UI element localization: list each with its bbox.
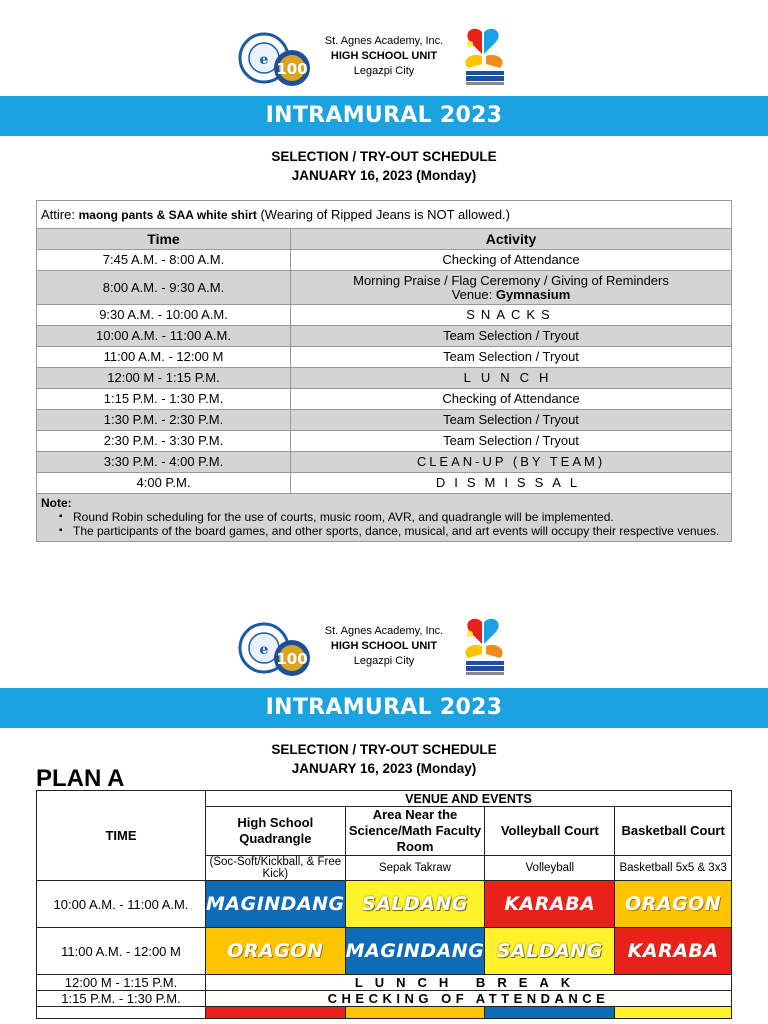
time-cell: 12:00 M - 1:15 P.M. bbox=[37, 975, 206, 991]
school-name: St. Agnes Academy, Inc. bbox=[324, 35, 444, 47]
subtitle-line1: SELECTION / TRY-OUT SCHEDULE bbox=[271, 742, 497, 757]
table-row bbox=[37, 991, 732, 1007]
activity-cell: Team Selection / Tryout bbox=[291, 326, 732, 347]
intramural-logo bbox=[452, 616, 518, 682]
intramural-banner: INTRAMURAL 2023 bbox=[0, 688, 768, 728]
time-cell: 10:00 A.M. - 11:00 A.M. bbox=[37, 881, 206, 928]
time-cell: 1:15 P.M. - 1:30 P.M. bbox=[37, 991, 206, 1007]
school-unit: HIGH SCHOOL UNIT bbox=[330, 50, 438, 62]
schedule-table bbox=[36, 200, 732, 542]
svg-text:100: 100 bbox=[276, 60, 308, 78]
table-row bbox=[37, 389, 732, 410]
team-cell-karaba: KARABA bbox=[485, 881, 615, 928]
table-row bbox=[37, 410, 732, 431]
venue-event-cell: (Soc-Soft/Kickball, & Free Kick) bbox=[206, 856, 346, 881]
team-cell-magindang bbox=[485, 1007, 615, 1019]
activity-cell: DISMISSAL bbox=[291, 473, 732, 494]
school-name: St. Agnes Academy, Inc. bbox=[324, 625, 444, 637]
venue-name-cell: High School Quadrangle bbox=[206, 807, 346, 856]
venue-name-cell: Volleyball Court bbox=[485, 807, 615, 856]
table-row bbox=[37, 1007, 732, 1019]
note-title: Note: bbox=[41, 496, 72, 510]
activity-cell: Checking of Attendance bbox=[291, 389, 732, 410]
school-info bbox=[318, 624, 450, 669]
page-header bbox=[0, 24, 768, 94]
note-cell bbox=[37, 494, 732, 542]
table-row bbox=[37, 271, 732, 305]
lunch-break-cell: LUNCH BREAK bbox=[206, 975, 732, 991]
table-row bbox=[37, 326, 732, 347]
note-row bbox=[37, 494, 732, 542]
table-row bbox=[37, 452, 732, 473]
team-cell-saldang: SALDANG bbox=[485, 928, 615, 975]
svg-text:100: 100 bbox=[276, 650, 308, 668]
team-cell-saldang: SALDANG bbox=[345, 881, 485, 928]
venue-line bbox=[295, 288, 727, 302]
plan-a-table bbox=[36, 790, 732, 1019]
time-cell: 8:00 A.M. - 9:30 A.M. bbox=[37, 271, 291, 305]
table-row bbox=[37, 928, 732, 975]
school-city: Legazpi City bbox=[353, 65, 415, 77]
venue-event-cell: Basketball 5x5 & 3x3 bbox=[615, 856, 732, 881]
list-item: ▪ Round Robin scheduling for the use of courts, music room, AVR, and quadrangle will be implemented. bbox=[47, 510, 727, 524]
time-cell: 3:30 P.M. - 4:00 P.M. bbox=[37, 452, 291, 473]
table-row bbox=[37, 431, 732, 452]
activity-cell: Team Selection / Tryout bbox=[291, 410, 732, 431]
activity-cell: Team Selection / Tryout bbox=[291, 347, 732, 368]
table-row bbox=[37, 975, 732, 991]
time-cell: 11:00 A.M. - 12:00 M bbox=[37, 928, 206, 975]
activity-cell: LUNCH bbox=[291, 368, 732, 389]
attendance-cell: CHECKING OF ATTENDANCE bbox=[206, 991, 732, 1007]
time-cell: 9:30 A.M. - 10:00 A.M. bbox=[37, 305, 291, 326]
activity-text: Morning Praise / Flag Ceremony / Giving of Reminders bbox=[353, 272, 669, 288]
team-cell-saldang bbox=[615, 1007, 732, 1019]
subtitle-line1: SELECTION / TRY-OUT SCHEDULE bbox=[271, 149, 497, 164]
activity-cell: Team Selection / Tryout bbox=[291, 431, 732, 452]
table-row bbox=[37, 368, 732, 389]
time-column-header: Time bbox=[37, 229, 291, 250]
schedule-subtitle bbox=[0, 147, 768, 185]
time-cell bbox=[37, 1007, 206, 1019]
schedule-header-row bbox=[37, 229, 732, 250]
school-city: Legazpi City bbox=[353, 655, 415, 667]
time-cell: 11:00 A.M. - 12:00 M bbox=[37, 347, 291, 368]
attire-note: (Wearing of Ripped Jeans is NOT allowed.) bbox=[260, 206, 510, 222]
table-row bbox=[37, 305, 732, 326]
activity-cell bbox=[291, 271, 732, 305]
list-item: ▪ The participants of the board games, and other sports, dance, musical, and art events will occupy their respective venues. bbox=[47, 524, 727, 538]
subtitle-line2: JANUARY 16, 2023 (Monday) bbox=[291, 761, 477, 776]
svg-text:e: e bbox=[259, 52, 269, 68]
team-cell-karaba: KARABA bbox=[615, 928, 732, 975]
time-cell: 2:30 P.M. - 3:30 P.M. bbox=[37, 431, 291, 452]
venue-event-cell: Sepak Takraw bbox=[345, 856, 485, 881]
activity-cell: SNACKS bbox=[291, 305, 732, 326]
svg-text:e: e bbox=[259, 642, 269, 658]
attire-value: maong pants & SAA white shirt bbox=[78, 207, 257, 222]
table-row bbox=[37, 473, 732, 494]
venue-name-cell: Area Near the Science/Math Faculty Room bbox=[345, 807, 485, 856]
attire-label: Attire: bbox=[41, 206, 75, 222]
activity-cell: CLEAN-UP (BY TEAM) bbox=[291, 452, 732, 473]
venue-label: Venue: bbox=[451, 286, 493, 302]
venue-header-row bbox=[37, 791, 732, 807]
venue-events-header: VENUE AND EVENTS bbox=[206, 791, 732, 807]
table-row bbox=[37, 881, 732, 928]
intramural-logo bbox=[452, 26, 518, 92]
time-cell: 4:00 P.M. bbox=[37, 473, 291, 494]
attire-cell bbox=[37, 201, 732, 229]
time-column-header: TIME bbox=[37, 791, 206, 881]
team-cell-oragon bbox=[345, 1007, 485, 1019]
table-row bbox=[37, 347, 732, 368]
table-row bbox=[37, 250, 732, 271]
activity-column-header: Activity bbox=[291, 229, 732, 250]
school-info bbox=[318, 34, 450, 79]
note-list bbox=[41, 510, 727, 538]
intramural-banner: INTRAMURAL 2023 bbox=[0, 96, 768, 136]
attire-row bbox=[37, 201, 732, 229]
venue-name-cell: Basketball Court bbox=[615, 807, 732, 856]
venue-event-cell: Volleyball bbox=[485, 856, 615, 881]
team-cell-magindang: MAGINDANG bbox=[345, 928, 485, 975]
time-cell: 7:45 A.M. - 8:00 A.M. bbox=[37, 250, 291, 271]
team-cell-karaba bbox=[206, 1007, 346, 1019]
venue-value: Gymnasium bbox=[495, 286, 571, 302]
time-cell: 1:15 P.M. - 1:30 P.M. bbox=[37, 389, 291, 410]
subtitle-line2: JANUARY 16, 2023 (Monday) bbox=[291, 168, 477, 183]
team-cell-oragon: ORAGON bbox=[615, 881, 732, 928]
team-cell-oragon: ORAGON bbox=[206, 928, 346, 975]
activity-cell: Checking of Attendance bbox=[291, 250, 732, 271]
school-seal-logo bbox=[238, 620, 314, 680]
plan-title: PLAN A bbox=[36, 765, 125, 792]
time-cell: 10:00 A.M. - 11:00 A.M. bbox=[37, 326, 291, 347]
time-cell: 1:30 P.M. - 2:30 P.M. bbox=[37, 410, 291, 431]
school-unit: HIGH SCHOOL UNIT bbox=[330, 640, 438, 652]
page-header-2 bbox=[0, 614, 768, 684]
time-cell: 12:00 M - 1:15 P.M. bbox=[37, 368, 291, 389]
team-cell-magindang: MAGINDANG bbox=[206, 881, 346, 928]
school-seal-logo bbox=[238, 30, 314, 90]
